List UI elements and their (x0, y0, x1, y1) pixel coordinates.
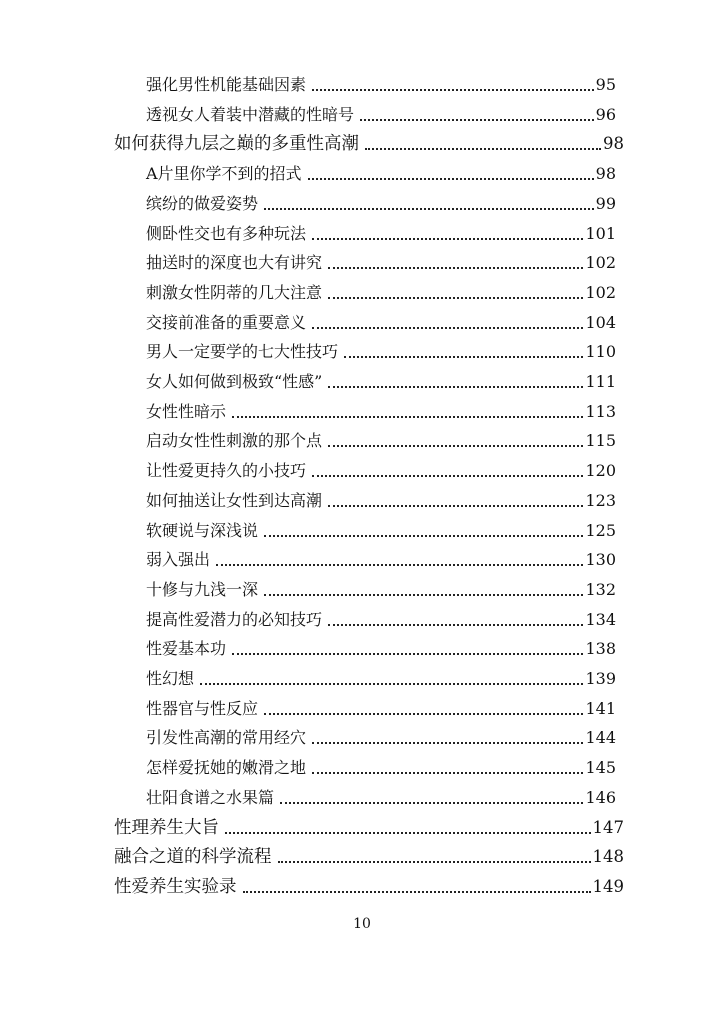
toc-entry-title: 交接前准备的重要意义 (146, 312, 307, 332)
toc-dot-leader (264, 594, 583, 596)
toc-entry (114, 872, 624, 902)
toc-dot-leader (344, 356, 583, 358)
toc-dot-leader (278, 861, 591, 863)
toc-dot-leader (328, 445, 583, 447)
toc-entry (146, 516, 616, 546)
toc-entry-title: 刺激女性阴蒂的几大注意 (146, 282, 323, 302)
toc-entry (146, 605, 616, 635)
toc-entry (146, 575, 616, 605)
toc-entry-title: 男人一定要学的七大性技巧 (146, 342, 339, 362)
toc-entry-page: 102 (585, 282, 616, 302)
toc-entry-page: 101 (585, 223, 616, 243)
toc-entry-title: 缤纷的做爱姿势 (146, 193, 259, 213)
toc-entry-page: 138 (585, 639, 616, 659)
toc-entry (146, 70, 616, 100)
toc-entry-page: 145 (585, 758, 616, 778)
toc-dot-leader (312, 327, 583, 329)
toc-entry-page: 95 (595, 75, 616, 94)
toc-entry-page: 104 (585, 312, 616, 332)
toc-entry-title: 性器官与性反应 (146, 698, 259, 718)
toc-entry (146, 664, 616, 694)
toc-entry (146, 308, 616, 338)
toc-entry-page: 146 (585, 787, 616, 807)
toc-entry-title: 融合之道的科学流程 (114, 847, 272, 868)
toc-entry (146, 753, 616, 783)
toc-entry (146, 694, 616, 724)
toc-dot-leader (328, 624, 583, 626)
toc-entry-page: 125 (585, 520, 616, 540)
toc-entry-title: 壮阳食谱之水果篇 (146, 787, 275, 807)
toc-entry-page: 130 (585, 550, 616, 570)
toc-entry-title: 让性爱更持久的小技巧 (146, 461, 307, 481)
toc-dot-leader (312, 772, 583, 774)
toc-dot-leader (312, 742, 583, 744)
toc-entry (114, 842, 624, 872)
toc-entry-title: A片里你学不到的招式 (146, 164, 302, 184)
toc-entry-title: 性爱基本功 (146, 639, 227, 659)
toc-entry-page: 120 (585, 461, 616, 481)
toc-entry-page: 98 (603, 134, 624, 154)
toc-entry-title: 启动女性性刺激的那个点 (146, 431, 323, 451)
toc-dot-leader (225, 832, 591, 834)
toc-entry-page: 141 (585, 698, 616, 718)
toc-entry-page: 123 (585, 490, 616, 510)
toc-dot-leader (328, 386, 583, 388)
toc-dot-leader (308, 178, 594, 180)
toc-dot-leader (264, 713, 583, 715)
toc-entry (146, 278, 616, 308)
toc-dot-leader (328, 267, 583, 269)
toc-entry-page: 144 (585, 728, 616, 748)
toc-entry-page: 110 (585, 342, 616, 362)
page-number-footer: 10 (353, 916, 371, 932)
toc-entry (146, 456, 616, 486)
toc-entry-page: 111 (585, 372, 616, 391)
toc-entry-page: 98 (595, 164, 616, 184)
toc-entry-page: 148 (592, 847, 624, 867)
toc-entry (146, 189, 616, 219)
toc-entry (146, 634, 616, 664)
toc-dot-leader (216, 564, 583, 566)
toc-entry-title: 性幻想 (146, 669, 195, 688)
toc-entry (114, 813, 624, 843)
toc-dot-leader (312, 238, 583, 240)
toc-entry-title: 侧卧性交也有多种玩法 (146, 223, 307, 243)
toc-entry-title: 引发性高潮的常用经穴 (146, 728, 307, 748)
toc-entry (146, 337, 616, 367)
toc-entry-title: 弱入强出 (146, 550, 211, 570)
toc-entry (146, 426, 616, 456)
toc-entry-page: 102 (585, 253, 616, 273)
toc-entry-title: 提高性爱潜力的必知技巧 (146, 609, 323, 629)
toc-entry (114, 129, 624, 159)
toc-dot-leader (328, 505, 583, 507)
toc-dot-leader (264, 535, 583, 537)
toc-dot-leader (312, 89, 594, 91)
toc-entry-page: 147 (592, 817, 624, 837)
toc-entry-title: 如何获得九层之巅的多重性高潮 (114, 134, 359, 155)
toc-entry (146, 159, 616, 189)
toc-entry (146, 783, 616, 813)
toc-dot-leader (243, 891, 591, 893)
toc-entry-page: 113 (585, 401, 616, 421)
toc-dot-leader (200, 683, 583, 685)
toc-dot-leader (264, 208, 594, 210)
toc-entry-page: 132 (585, 579, 616, 599)
toc-dot-leader (328, 297, 583, 299)
toc-entry-title: 抽送时的深度也大有讲究 (146, 253, 323, 273)
toc-entry (146, 100, 616, 130)
toc-entry-title: 强化男性机能基础因素 (146, 75, 307, 94)
toc-entry (146, 219, 616, 249)
toc-entry-page: 134 (585, 609, 616, 629)
toc-entry-page: 96 (595, 104, 616, 124)
toc-dot-leader (365, 148, 601, 150)
toc-entry-title: 性理养生大旨 (114, 817, 219, 838)
toc-entry-title: 性爱养生实验录 (114, 876, 237, 897)
toc-entry (146, 486, 616, 516)
toc-dot-leader (280, 802, 583, 804)
toc-dot-leader (232, 416, 583, 418)
toc-entry-title: 怎样爱抚她的嫩滑之地 (146, 758, 307, 778)
toc-entry (146, 723, 616, 753)
toc-entry-page: 99 (595, 193, 616, 213)
toc-entry-title: 软硬说与深浅说 (146, 520, 259, 540)
toc-dot-leader (360, 119, 594, 121)
toc-entry-title: 十修与九浅一深 (146, 579, 259, 599)
toc-entry-title: 女性性暗示 (146, 401, 227, 421)
toc-entry-title: 女人如何做到极致“性感” (146, 372, 323, 391)
toc-entry-page: 139 (585, 669, 616, 688)
toc-entry-page: 115 (585, 431, 616, 451)
toc-dot-leader (312, 475, 583, 477)
toc-entry (146, 248, 616, 278)
toc-entry (146, 397, 616, 427)
toc-entry (146, 545, 616, 575)
toc-entry-title: 透视女人着装中潜藏的性暗号 (146, 104, 355, 124)
toc-entry (146, 367, 616, 397)
toc-entry-page: 149 (592, 876, 624, 896)
toc-dot-leader (232, 653, 583, 655)
toc-entry-title: 如何抽送让女性到达高潮 (146, 490, 323, 510)
